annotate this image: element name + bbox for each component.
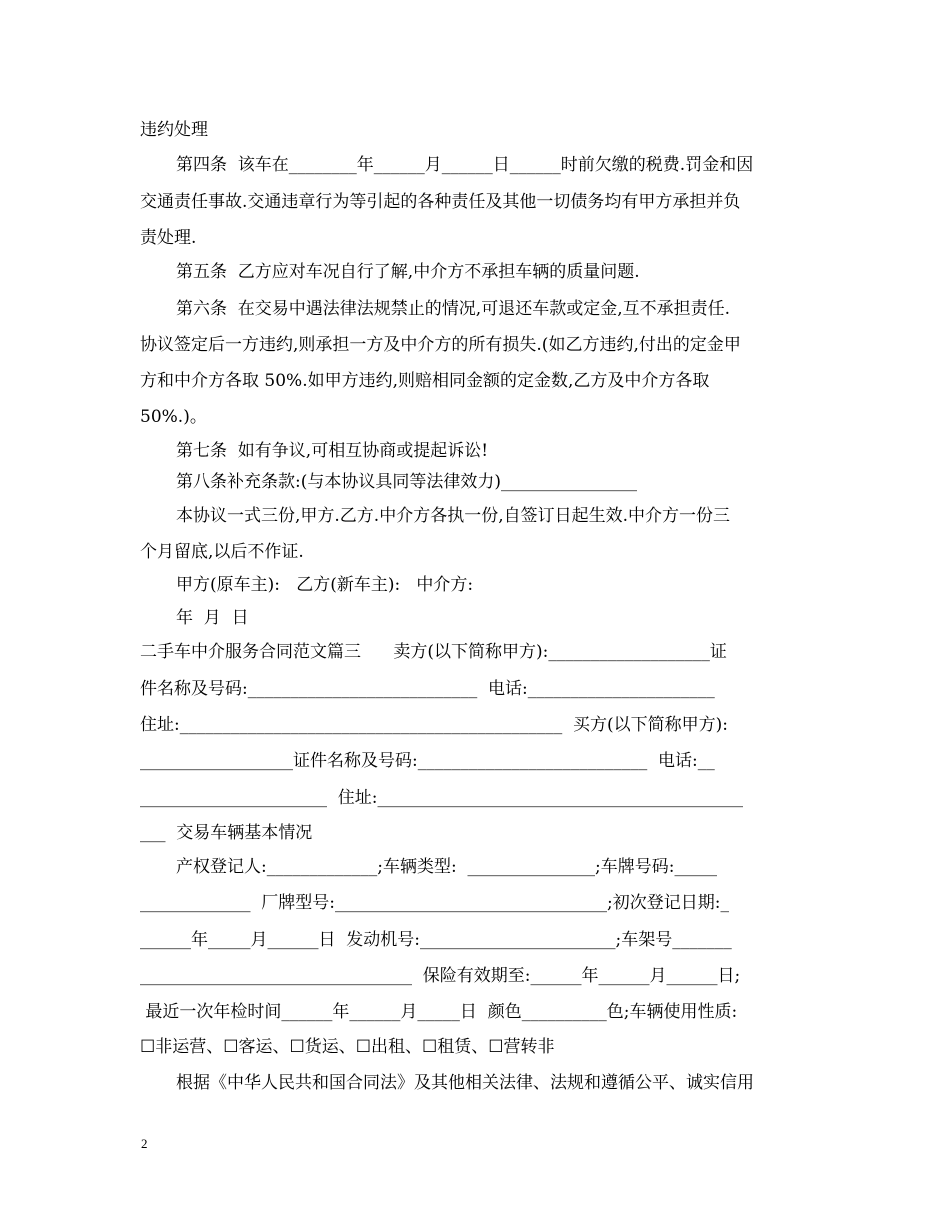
text-line: 年 月 日 [176,608,249,628]
text-line: ________________________________ 保险有效期至:______年______月______日; [140,966,741,986]
text-line: _____________ 厂牌型号:________________________________;初次登记日期:_ [140,893,729,913]
text-line: 第八条补充条款:(与本协议具同等法律效力)________________ [176,472,637,492]
text-line: ______________________ 住址:___________________________________________ [140,788,744,808]
text-line: 第五条 乙方应对车况自行了解,中介方不承担车辆的质量问题. [176,262,640,282]
text-line: ______年_____月______日 发动机号:_______________________;车架号_______ [140,930,732,950]
text-line: 件名称及号码:___________________________ 电话:______________________ [140,679,715,699]
text-line: 协议签定后一方违约,则承担一方及中介方的所有损失.(如乙方违约,付出的定金甲 [140,335,741,355]
text-line: 第七条 如有争议,可相互协商或提起诉讼! [176,441,489,461]
text-line: 根据《中华人民共和国合同法》及其他相关法律、法规和遵循公平、诚实信用 [176,1073,754,1093]
text-line: 交通责任事故.交通违章行为等引起的各种责任及其他一切债务均有甲方承担并负 [140,192,741,212]
page-number: 2 [141,1136,148,1151]
text-line: 责处理. [140,228,197,248]
text-line: 第六条 在交易中遇法律法规禁止的情况,可退还车款或定金,互不承担责任. [176,299,731,319]
text-line: 方和中介方各取 50%.如甲方违约,则赔相同金额的定金数,乙方及中介方各取 [140,371,710,391]
text-line: 违约处理 [140,120,208,140]
text-line: 第四条 该车在________年______月______日______时前欠缴的税费.罚金和因 [176,155,754,175]
text-line: 住址:_____________________________________________ 买方(以下简称甲方): [140,715,729,735]
text-line: __________________证件名称及号码:___________________________ 电话:__ [140,751,715,771]
text-line: 50%.)。 [140,407,207,427]
text-line: 甲方(原车主): 乙方(新车主): 中介方: [176,575,474,595]
text-line: 二手车中介服务合同范文篇三 卖方(以下简称甲方):___________________证 [140,642,727,662]
text-line: 产权登记人:_____________;车辆类型: _______________;车牌号码:_____ [176,857,717,877]
text-line: 本协议一式三份,甲方.乙方.中介方各执一份,自签订日起生效.中介方一份三 [176,506,731,526]
text-line: ☐非运营、☐客运、☐货运、☐出租、☐租赁、☐营转非 [140,1037,555,1057]
text-line: 个月留底,以后不作证. [140,542,304,562]
text-line: ___ 交易车辆基本情况 [140,823,313,843]
text-line: 最近一次年检时间______年______月_____日 颜色__________色;车辆使用性质: [140,1002,738,1022]
